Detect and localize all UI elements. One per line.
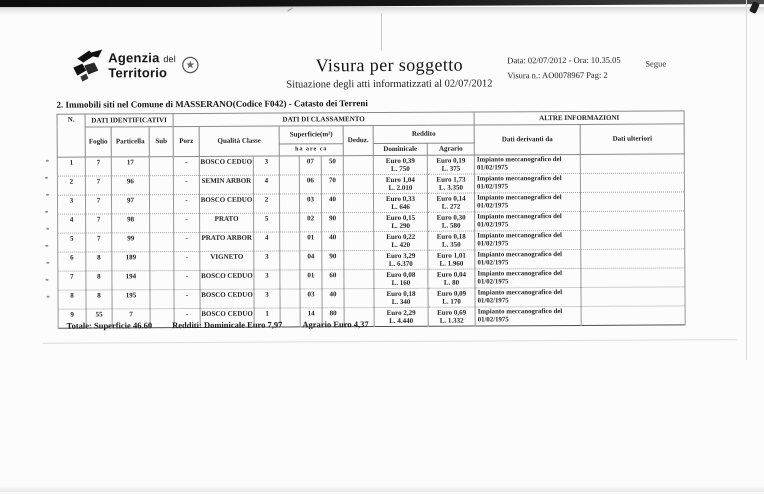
dominicale-lire: L. 646 xyxy=(391,202,410,211)
cell-particella: 194 xyxy=(112,271,150,290)
agrario-lire: L. 350 xyxy=(441,240,461,249)
cell-sub xyxy=(150,252,174,271)
cell-dati-ulteriori xyxy=(581,268,685,288)
cell-ha xyxy=(280,232,300,251)
cell-dati-derivanti: Impianto meccanografico del 01/02/1975 xyxy=(475,268,581,288)
republic-emblem-icon xyxy=(181,56,199,74)
margin-mark xyxy=(46,228,49,230)
col-header-dati-ulteriori: Dati ulteriori xyxy=(580,124,684,155)
cell-foglio: 7 xyxy=(86,233,112,252)
cell-deduz xyxy=(344,270,374,289)
cell-deduz xyxy=(344,251,374,270)
cell-dati-derivanti: Impianto meccanografico del 01/02/1975 xyxy=(474,173,580,193)
agrario-lire: L. 272 xyxy=(441,202,461,211)
cell-dati-derivanti: Impianto meccanografico del 01/02/1975 xyxy=(474,154,580,174)
cell-ha xyxy=(279,156,299,175)
cell-dati-ulteriori xyxy=(581,230,685,250)
margin-mark xyxy=(45,211,48,213)
agrario-lire: L. 1.960 xyxy=(439,259,464,268)
margin-mark xyxy=(45,245,48,247)
cell-qualita: SEMIN ARBOR xyxy=(199,175,253,194)
cell-agrario xyxy=(427,155,474,174)
cell-qualita: BOSCO CEDUO xyxy=(200,270,254,289)
cell-n: 2 xyxy=(57,176,85,195)
cell-classe: 5 xyxy=(254,213,280,232)
agrario-lire: L. 580 xyxy=(441,221,461,230)
cell-are: 01 xyxy=(300,232,322,251)
cell-qualita: PRATO xyxy=(200,213,254,232)
dominicale-lire: L. 160 xyxy=(391,278,411,287)
dominicale-lire: L. 290 xyxy=(391,221,411,230)
col-header-n: N. xyxy=(57,114,85,157)
cell-ha xyxy=(280,251,300,270)
agrario-euro: Euro 0,30 xyxy=(436,213,466,222)
cell-agrario xyxy=(427,174,474,193)
cell-porz: - xyxy=(173,194,199,213)
cell-dati-derivanti: Impianto meccanografico del 01/02/1975 xyxy=(475,230,581,250)
cell-dominicale xyxy=(374,231,428,250)
cell-dati-derivanti: Impianto meccanografico del 01/02/1975 xyxy=(475,306,581,326)
col-header-deduz: Deduz. xyxy=(343,126,373,156)
col-header-ha-are-ca: ha are ca xyxy=(279,144,343,156)
col-header-particella: Particella xyxy=(111,127,149,157)
cell-porz: - xyxy=(174,308,200,327)
cell-are: 04 xyxy=(300,251,322,270)
cell-qualita: BOSCO CEDUO xyxy=(199,194,253,213)
dominicale-lire: L. 2.010 xyxy=(388,183,413,192)
cell-n: 9 xyxy=(58,309,86,328)
cell-foglio: 55 xyxy=(86,309,112,328)
cell-sub xyxy=(150,233,174,252)
cell-are: 06 xyxy=(299,175,321,194)
cell-ha xyxy=(280,213,300,232)
cell-foglio: 7 xyxy=(85,176,111,195)
cell-dati-ulteriori xyxy=(581,306,685,326)
margin-mark xyxy=(46,160,49,162)
agrario-euro: Euro 1,01 xyxy=(436,251,466,260)
cell-classe: 3 xyxy=(254,251,280,270)
cell-sub xyxy=(149,176,173,195)
cell-foglio: 8 xyxy=(86,271,112,290)
cell-dati-ulteriori xyxy=(581,249,685,269)
cell-dati-ulteriori xyxy=(580,154,684,174)
cell-particella: 195 xyxy=(112,290,150,309)
cell-n: 5 xyxy=(58,233,86,252)
cell-classe: 4 xyxy=(254,232,280,251)
cell-agrario xyxy=(428,250,475,269)
agency-logo xyxy=(71,48,199,83)
col-group-altre-informazioni: ALTRE INFORMAZIONI xyxy=(474,111,684,125)
cell-dominicale xyxy=(373,174,427,193)
agency-logo-icon xyxy=(71,48,103,82)
agrario-euro: Euro 0,19 xyxy=(436,156,466,165)
agrario-euro: Euro 0,14 xyxy=(436,194,466,203)
cell-particella: 96 xyxy=(111,176,149,195)
section-title: 2. Immobili siti nel Comune di MASSERANO(Codice F042) - Catasto dei Terreni xyxy=(56,98,368,110)
cell-porz: - xyxy=(174,289,200,308)
total-agrario: Agrario Euro 4,37 xyxy=(302,319,369,330)
parcels-table xyxy=(57,110,686,331)
cell-porz: - xyxy=(174,270,200,289)
cell-qualita: PRATO ARBOR xyxy=(200,232,254,251)
total-redditi-dominicale: Redditi: Dominicale Euro 7,97 xyxy=(172,319,283,331)
agrario-lire: L. 3.350 xyxy=(439,183,463,192)
cell-ca: 70 xyxy=(321,175,343,194)
margin-mark xyxy=(47,296,50,298)
margin-mark xyxy=(46,262,49,264)
col-group-classamento: DATI DI CLASSAMENTO xyxy=(173,112,474,127)
dominicale-euro: Euro 0,33 xyxy=(385,194,416,203)
dominicale-lire: L. 4.440 xyxy=(389,316,414,325)
cell-particella: 99 xyxy=(112,233,150,252)
dominicale-euro: Euro 2,29 xyxy=(386,308,416,317)
agrario-lire: L. 80 xyxy=(443,278,460,287)
cell-are: 01 xyxy=(300,270,322,289)
date-time-line: Data: 02/07/2012 - Ora: 10.35.05 xyxy=(507,54,621,66)
dominicale-euro: Euro 0,18 xyxy=(386,289,416,298)
cell-ha xyxy=(280,289,300,308)
agrario-lire: L. 170 xyxy=(442,297,461,306)
cell-particella: 7 xyxy=(112,309,150,328)
cell-deduz xyxy=(344,213,374,232)
dominicale-euro: Euro 0,15 xyxy=(386,213,416,222)
cell-dominicale xyxy=(374,250,428,269)
col-header-superficie: Superficie(m²) xyxy=(279,126,343,144)
dominicale-euro: Euro 1,04 xyxy=(385,175,415,184)
agrario-euro: Euro 0,69 xyxy=(437,308,467,317)
dominicale-lire: L. 420 xyxy=(391,240,411,249)
cell-are: 14 xyxy=(300,308,322,327)
cell-sub xyxy=(149,157,173,176)
cell-n: 1 xyxy=(57,157,85,176)
dominicale-euro: Euro 0,39 xyxy=(385,156,415,165)
cell-are: 03 xyxy=(299,194,321,213)
cell-particella: 98 xyxy=(112,214,150,233)
cell-agrario xyxy=(428,307,475,326)
cell-agrario xyxy=(428,269,475,288)
dominicale-euro: Euro 0,08 xyxy=(386,270,416,279)
cell-qualita: BOSCO CEDUO xyxy=(199,156,253,175)
totals-line xyxy=(67,319,369,331)
cell-n: 6 xyxy=(58,252,86,271)
cell-dominicale xyxy=(374,288,428,307)
cell-qualita: BOSCO CEDUO xyxy=(200,289,254,308)
col-header-porz: Porz xyxy=(173,126,199,156)
cell-deduz xyxy=(343,194,373,213)
cell-particella: 17 xyxy=(111,157,149,176)
cell-ca: 90 xyxy=(322,213,344,232)
cell-classe: 2 xyxy=(253,194,279,213)
col-header-reddito: Reddito xyxy=(373,125,474,144)
cell-sub xyxy=(150,271,174,290)
agrario-lire: L. 1.332 xyxy=(439,316,464,325)
col-header-dominicale: Dominicale xyxy=(373,143,427,155)
cell-sub xyxy=(149,195,173,214)
cell-ca: 60 xyxy=(322,270,344,289)
cell-porz: - xyxy=(174,213,200,232)
cell-deduz xyxy=(344,232,374,251)
cell-classe: 1 xyxy=(254,308,280,327)
cell-dati-ulteriori xyxy=(580,173,684,193)
margin-mark xyxy=(46,194,49,196)
cell-ca: 50 xyxy=(321,156,343,175)
cell-ca: 40 xyxy=(322,289,344,308)
cell-porz: - xyxy=(173,175,199,194)
cell-foglio: 7 xyxy=(85,157,111,176)
cell-porz: - xyxy=(173,156,199,175)
cell-ca: 40 xyxy=(321,194,343,213)
agrario-euro: Euro 0,09 xyxy=(437,289,467,298)
dominicale-lire: L. 750 xyxy=(390,164,410,173)
col-header-sub: Sub xyxy=(149,127,173,157)
agrario-euro: Euro 0,18 xyxy=(436,232,466,241)
cell-dati-derivanti: Impianto meccanografico del 01/02/1975 xyxy=(475,211,581,231)
cell-qualita: VIGNETO xyxy=(200,251,254,270)
cell-classe: 3 xyxy=(254,270,280,289)
cell-are: 07 xyxy=(299,156,321,175)
agrario-lire: L. 375 xyxy=(441,164,461,173)
cell-porz: - xyxy=(174,251,200,270)
cell-ha xyxy=(279,194,299,213)
margin-mark xyxy=(45,177,48,179)
dominicale-lire: L. 6.370 xyxy=(388,259,413,268)
cell-classe: 3 xyxy=(254,289,280,308)
cell-dati-derivanti: Impianto meccanografico del 01/02/1975 xyxy=(475,249,581,269)
cell-ha xyxy=(279,175,299,194)
segue-label: Segue xyxy=(645,58,667,69)
cell-agrario xyxy=(428,288,475,307)
cell-dominicale xyxy=(374,307,428,326)
cell-n: 8 xyxy=(58,290,86,309)
col-header-agrario: Agrario xyxy=(427,143,474,155)
cell-deduz xyxy=(343,175,373,194)
cell-ca: 80 xyxy=(322,308,344,327)
cell-are: 02 xyxy=(300,213,322,232)
cell-qualita: BOSCO CEDUO xyxy=(200,308,254,327)
cell-n: 3 xyxy=(57,195,85,214)
cell-n: 4 xyxy=(58,214,86,233)
visura-number-line: Visura n.: AO0078967 Pag: 2 xyxy=(507,69,608,81)
cell-sub xyxy=(150,290,174,309)
cell-foglio: 7 xyxy=(85,195,111,214)
agrario-euro: Euro 1,73 xyxy=(436,175,466,184)
cell-sub xyxy=(150,214,174,233)
cell-agrario xyxy=(428,212,475,231)
cell-particella: 97 xyxy=(111,195,149,214)
dominicale-euro: Euro 3,29 xyxy=(386,251,416,260)
page-title: Visura per soggetto xyxy=(315,54,464,76)
total-superficie: Totale: Superficie 46.60 xyxy=(66,320,153,331)
cell-porz: - xyxy=(174,232,200,251)
cell-dominicale xyxy=(374,212,428,231)
col-header-foglio: Foglio xyxy=(85,127,111,157)
cell-deduz xyxy=(344,289,374,308)
cell-agrario xyxy=(427,193,474,212)
dominicale-lire: L. 340 xyxy=(391,297,411,306)
dominicale-euro: Euro 0,22 xyxy=(386,232,416,241)
scan-faint-rule xyxy=(43,339,737,344)
cell-agrario xyxy=(428,231,475,250)
col-header-qualita-classe: Qualità Classe xyxy=(199,126,279,156)
cell-ca: 90 xyxy=(322,251,344,270)
cell-deduz xyxy=(343,156,373,175)
cell-are: 03 xyxy=(300,289,322,308)
cell-dati-derivanti: Impianto meccanografico del 01/02/1975 xyxy=(475,192,581,212)
cell-ha xyxy=(280,270,300,289)
cell-dominicale xyxy=(373,193,427,212)
cell-dati-ulteriori xyxy=(581,192,685,212)
cell-dominicale xyxy=(374,269,428,288)
agrario-euro: Euro 0,04 xyxy=(436,270,466,279)
col-header-dati-derivanti: Dati derivanti da xyxy=(474,124,580,155)
col-group-identificativi: DATI IDENTIFICATIVI xyxy=(85,114,173,127)
cell-foglio: 8 xyxy=(86,252,112,271)
cell-particella: 189 xyxy=(112,252,150,271)
cell-dati-derivanti: Impianto meccanografico del 01/02/1975 xyxy=(475,287,581,307)
cell-dati-ulteriori xyxy=(581,211,685,231)
cell-classe: 3 xyxy=(253,156,279,175)
cell-dati-ulteriori xyxy=(581,287,685,307)
page-subtitle: Situazione degli atti informatizzati al 02/07/2012 xyxy=(286,78,493,91)
margin-mark xyxy=(45,279,48,281)
cell-foglio: 7 xyxy=(86,214,112,233)
cell-n: 7 xyxy=(58,271,86,290)
cell-classe: 4 xyxy=(253,175,279,194)
cell-ca: 40 xyxy=(322,232,344,251)
cell-dominicale xyxy=(373,155,427,174)
cell-foglio: 8 xyxy=(86,290,112,309)
agency-logo-text: Agenzia del Territorio xyxy=(108,50,176,81)
